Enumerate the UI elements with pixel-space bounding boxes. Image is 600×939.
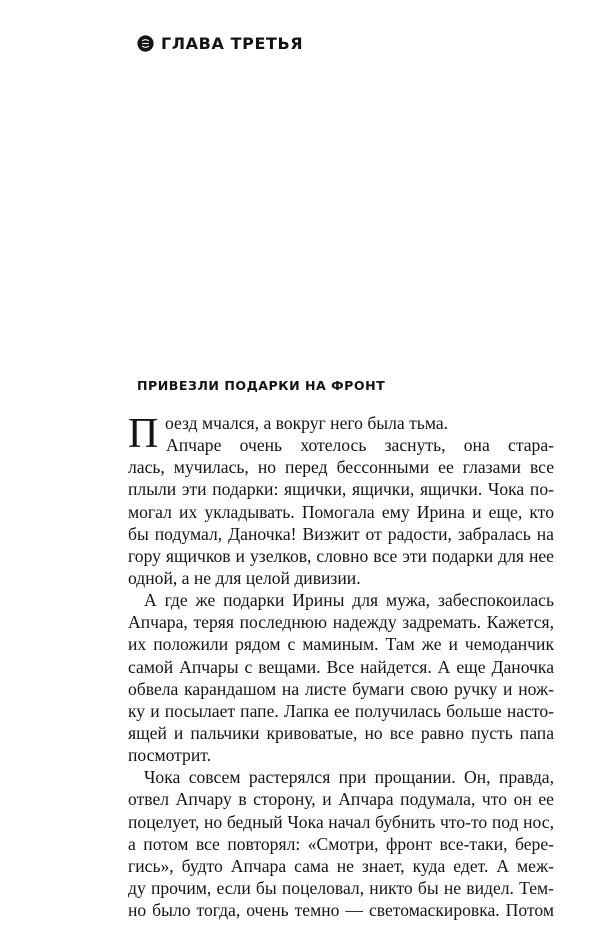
text-line: посмотрит.: [128, 745, 212, 766]
text-line: а потом все повторял: «Смотри, фронт все-таки, бере-: [128, 833, 554, 854]
text-line: Чока совсем растерялся при прощании. Он, правда,: [144, 767, 554, 788]
text-line: одной, а не для целой дивизии.: [128, 567, 361, 588]
text-line: поцелует, но бедный Чока начал бубнить что-то под нос,: [128, 811, 554, 832]
text-line: Апчаре очень хотелось заснуть, она стара-: [166, 435, 554, 456]
text-line: обвела карандашом на листе бумаги свою ручку и нож-: [128, 678, 554, 699]
text-line: ку и посылает папе. Лапка ее получилась больше насто-: [128, 700, 554, 721]
section-title: ПРИВЕЗЛИ ПОДАРКИ НА ФРОНТ: [137, 378, 386, 393]
text-line: гись», будто Апчара сама не знает, куда едет. А меж-: [128, 855, 554, 876]
text-line: плыли эти подарки: ящички, ящички, ящички. Чока по-: [128, 479, 554, 500]
text-line: отвел Апчару в сторону, и Апчара подумала, что он ее: [128, 789, 554, 810]
text-line: но было тогда, очень темно — светомаскировка. Потом: [128, 900, 554, 921]
chapter-title: ГЛАВА ТРЕТЬЯ: [161, 34, 304, 53]
text-line: гору ящичков и узелков, словно все эти подарки для нее: [128, 545, 554, 566]
text-line: оезд мчался, а вокруг него была тьма.: [165, 413, 449, 433]
body-text: [128, 412, 554, 921]
text-line: ящей и пальчики кривоватые, но все равно пусть папа: [128, 722, 554, 743]
text-line: Апчара, теряя последнюю надежду задремать. Кажется,: [128, 612, 554, 633]
text-line: самой Апчары с вещами. Все найдется. А еще Даночка: [128, 656, 554, 677]
text-line: А где же подарки Ирины для мужа, забеспокоилась: [144, 590, 554, 611]
chapter-heading: [137, 34, 303, 53]
text-line: ду прочим, если бы поцеловал, никто бы не видел. Тем-: [128, 877, 554, 898]
filled-circle-ornament-icon: [137, 35, 154, 52]
text-line: лась, мучилась, но перед бессонными ее глазами все: [128, 457, 554, 478]
text-line: бы подумал, Даночка! Визжит от радости, забралась на: [128, 523, 554, 544]
drop-cap: П: [128, 411, 159, 457]
text-line: могал их укладывать. Помогала ему Ирина и еще, кто: [128, 501, 554, 522]
text-line: их положили рядом с маминым. Там же и чемоданчик: [128, 634, 554, 655]
